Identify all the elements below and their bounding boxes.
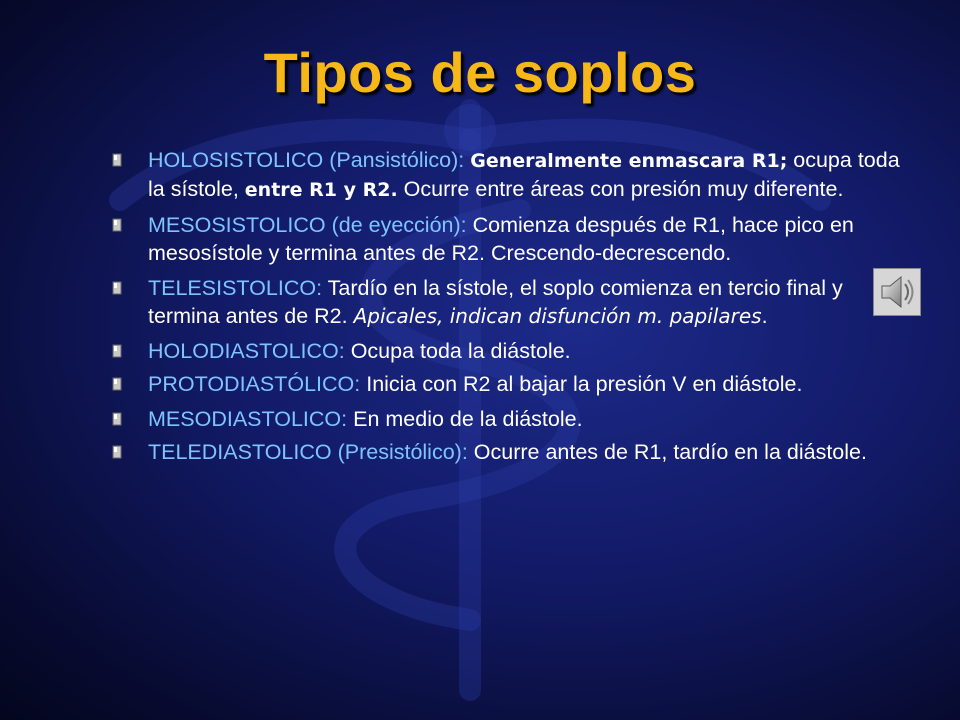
bullet-square-icon: [112, 217, 124, 233]
bullet-term: HOLOSISTOLICO (Pansistólico):: [148, 148, 465, 172]
bullet-term: MESOSISTOLICO (de eyección):: [148, 213, 467, 237]
bullet-square-icon: [112, 376, 124, 392]
bullet-term: TELEDIASTOLICO (Presistólico):: [148, 440, 468, 464]
bullet-text: Inicia con R2 al bajar la presión V en diástole.: [360, 372, 803, 396]
list-item: [112, 211, 902, 267]
bullet-list: [112, 146, 902, 473]
bullet-text: Ocurre antes de R1, tardío en la diástole.: [467, 440, 867, 464]
bullet-term: MESODIASTOLICO:: [148, 407, 348, 431]
bullet-term: TELESISTOLICO:: [148, 276, 323, 300]
bullet-text: Ocurre entre áreas con presión muy diferente.: [397, 177, 844, 201]
list-item: [112, 274, 902, 330]
bullet-term: PROTODIASTÓLICO:: [148, 372, 361, 396]
bullet-text: Tardío en la sístole, el soplo comienza en tercio final y termina antes de R2.: [148, 276, 843, 328]
bullet-square-icon: [112, 343, 124, 359]
bullet-strong: entre R1 y R2.: [244, 179, 398, 201]
bullet-strong: Generalmente enmascara R1;: [470, 150, 788, 172]
bullet-term: HOLODIASTOLICO:: [148, 339, 345, 363]
bullet-square-icon: [112, 280, 124, 296]
list-item: [112, 146, 902, 204]
list-item: [112, 337, 902, 365]
bullet-text: .: [761, 304, 768, 328]
bullet-text: Comienza después de R1, hace pico en mesosístole y termina antes de R2. Crescendo-decrescendo.: [148, 213, 854, 265]
speaker-sound-icon[interactable]: [873, 268, 921, 316]
bullet-italic: Apicales, indican disfunción m. papilares: [353, 304, 762, 328]
list-item: [112, 370, 902, 398]
list-item: [112, 438, 902, 466]
speaker-icon: [874, 269, 920, 315]
bullet-text: ocupa toda la sístole,: [148, 148, 900, 201]
bullet-square-icon: [112, 444, 124, 460]
bullet-square-icon: [112, 152, 124, 168]
bullet-text: Ocupa toda la diástole.: [344, 339, 571, 363]
bullet-square-icon: [112, 411, 124, 427]
bullet-text: En medio de la diástole.: [347, 407, 583, 431]
list-item: [112, 405, 902, 433]
slide-title: Tipos de soplos: [263, 41, 697, 104]
